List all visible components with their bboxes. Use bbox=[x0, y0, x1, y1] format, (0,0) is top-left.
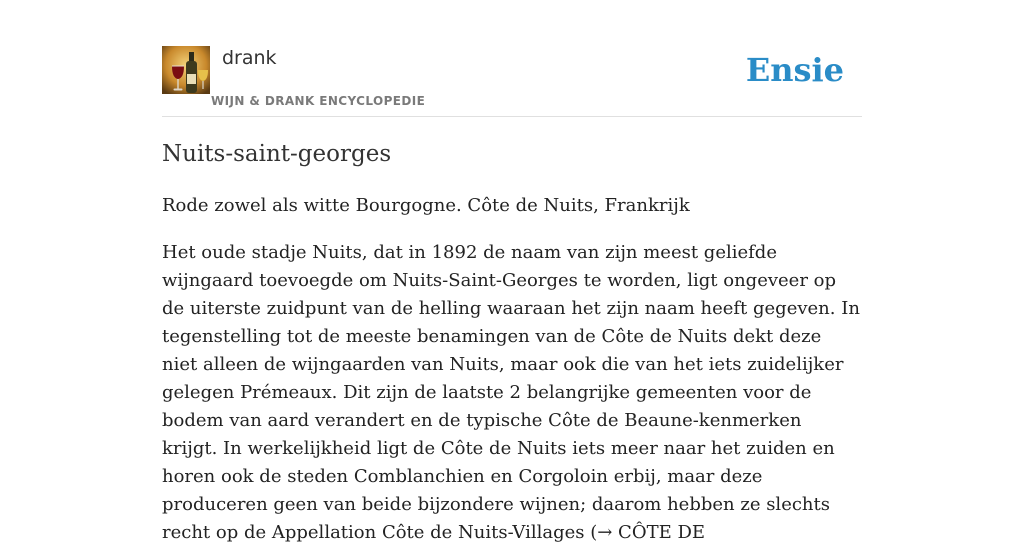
article-summary: Rode zowel als witte Bourgogne. Côte de Nuits, Frankrijk bbox=[162, 195, 690, 216]
avatar-image bbox=[162, 46, 210, 94]
ensie-logo[interactable]: Ensie bbox=[745, 51, 844, 89]
site-name[interactable]: drank bbox=[222, 47, 277, 69]
page-title: Nuits-saint-georges bbox=[162, 141, 392, 167]
site-header bbox=[162, 46, 862, 117]
wine-bottle-glass-icon[interactable] bbox=[162, 46, 210, 94]
article-body: Het oude stadje Nuits, dat in 1892 de naam van zijn meest geliefde wijngaard toevoegde om Nuits-Saint-Georges te worden, ligt ongeveer op de uiterste zuidpunt van de helling waaraan het zijn naam heeft gegeven. In tegenstelling tot de meeste benamingen van de Côte de Nuits dekt deze niet alleen de wijngaarden van Nuits, maar ook die van het iets zuidelijker gelegen Prémeaux. Dit zijn de laatste 2 belangrijke gemeenten voor de bodem van aard verandert en de typische Côte de Beaune-kenmerken krijgt. In werkelijkheid ligt de Côte de Nuits iets meer naar het zuiden en horen ook de steden Comblanchien en Corgoloin erbij, maar deze produceren geen van beide bijzondere wijnen; daarom hebben ze slechts recht op de Appellation Côte de Nuits-Villages (→ CÔTE DE bbox=[162, 242, 860, 543]
site-subtitle: WIJN & DRANK ENCYCLOPEDIE bbox=[211, 94, 426, 108]
